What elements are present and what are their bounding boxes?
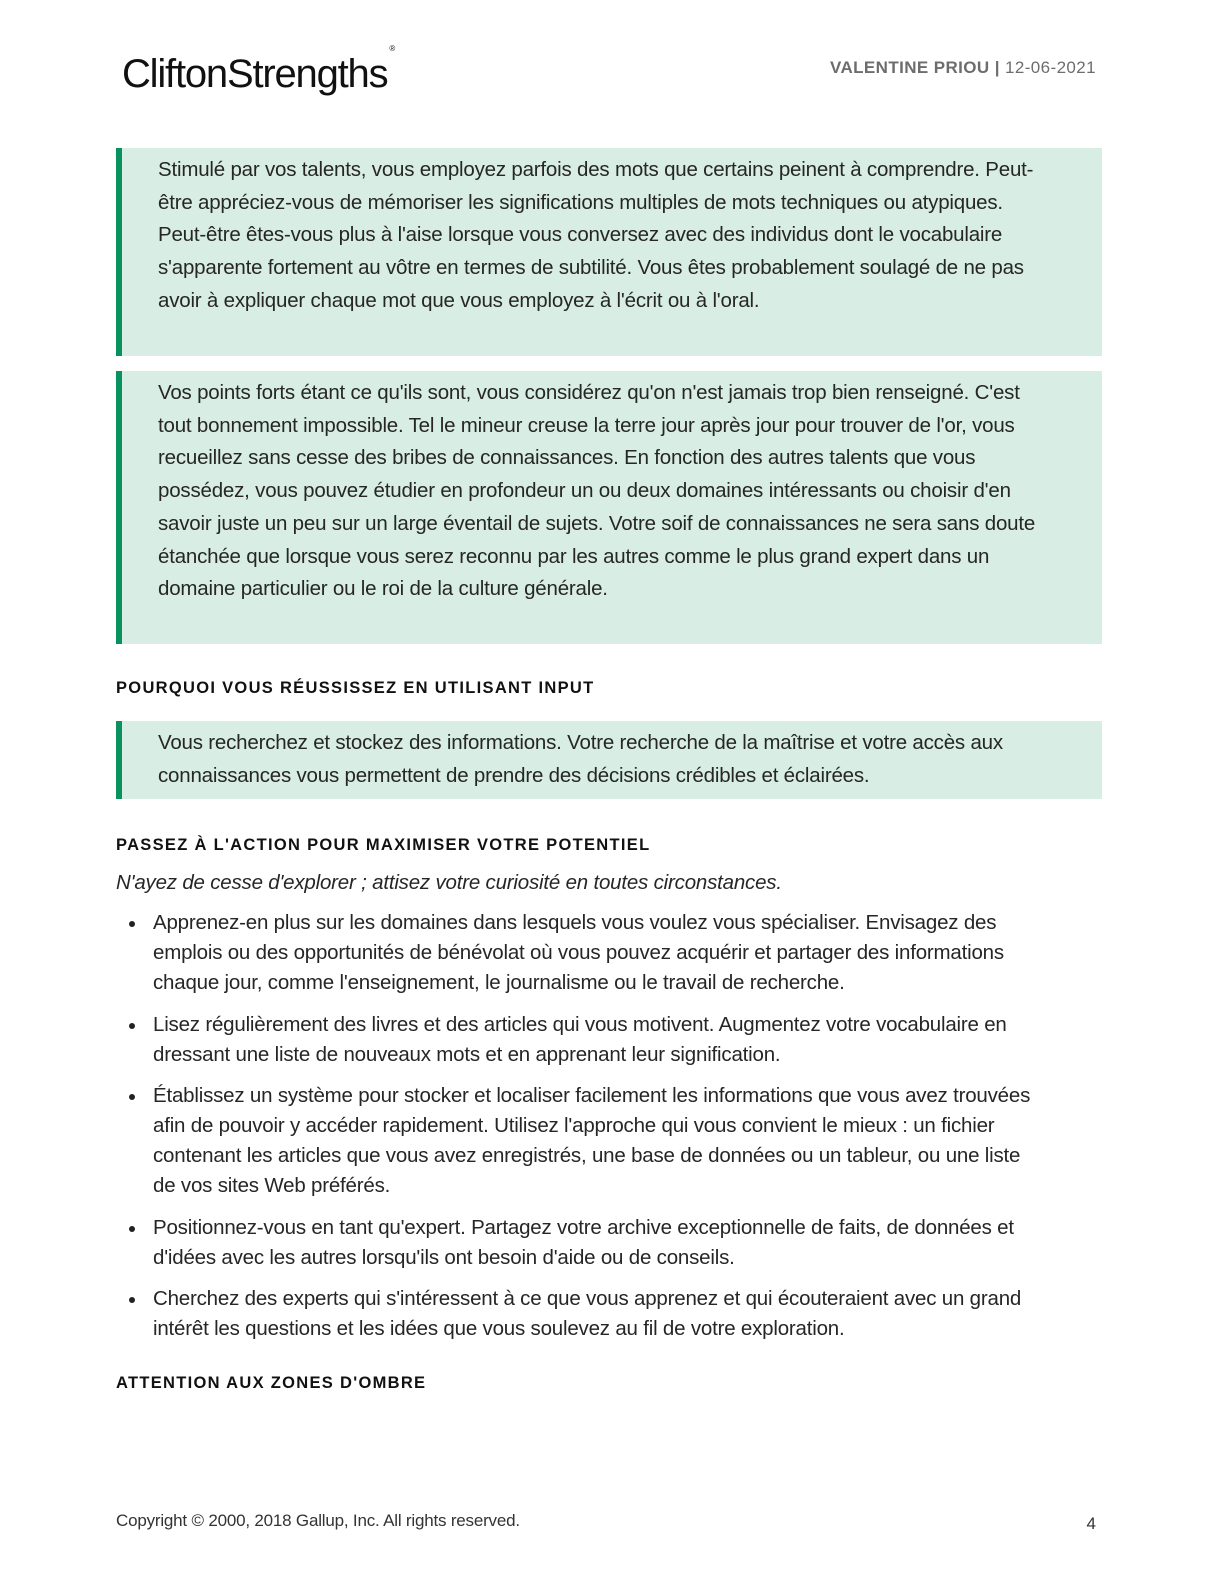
action-items-list xyxy=(116,908,1046,1356)
cliftonstrengths-logo xyxy=(122,43,395,97)
bullet-icon xyxy=(129,921,135,927)
list-item-text: Cherchez des experts qui s'intéressent à ce que vous apprenez et qui écouteraient avec un grand intérêt les questions et les idées que vous soulevez au fil de votre exploration. xyxy=(153,1287,1022,1340)
bullet-icon xyxy=(129,1226,135,1232)
list-item-text: Lisez régulièrement des livres et des articles qui vous motivent. Augmentez votre vocabulaire en dressant une liste de nouveaux mots et en apprenant leur signification. xyxy=(153,1012,1007,1066)
action-intro: N'ayez de cesse d'explorer ; attisez votre curiosité en toutes circonstances. xyxy=(116,871,782,894)
quote-text: Vous recherchez et stockez des informations. Votre recherche de la maîtrise et votre accès aux connaissances vous permettent de prendre des décisions crédibles et éclairées. xyxy=(158,731,1003,787)
bullet-icon xyxy=(129,1023,135,1029)
registered-mark: ® xyxy=(389,43,395,53)
quote-block-vocabulary xyxy=(116,148,1102,356)
list-item xyxy=(116,1213,1046,1273)
meta-separator: | xyxy=(994,58,1000,77)
user-name: VALENTINE PRIOU xyxy=(829,58,990,77)
bullet-icon xyxy=(129,1094,135,1100)
copyright-notice: Copyright © 2000, 2018 Gallup, Inc. All rights reserved. xyxy=(116,1511,520,1530)
list-item xyxy=(116,908,1046,998)
report-date: 12-06-2021 xyxy=(1005,58,1096,77)
quote-block-knowledge xyxy=(116,371,1102,644)
list-item-text: Apprenez-en plus sur les domaines dans lesquels vous voulez vous spécialiser. Envisagez des emplois ou des opportunités de bénévolat où vous pouvez acquérir et partager des informations chaque jour, comme l'enseignement, le journalisme ou le travail de recherche. xyxy=(153,911,1004,994)
section-title-why: POURQUOI VOUS RÉUSSISSEZ EN UTILISANT INPUT xyxy=(116,679,595,697)
bullet-icon xyxy=(129,1297,135,1303)
list-item xyxy=(116,1284,1046,1344)
section-title-blind-spots: ATTENTION AUX ZONES D'OMBRE xyxy=(116,1374,427,1392)
page-number: 4 xyxy=(1086,1514,1096,1533)
quote-text: Vos points forts étant ce qu'ils sont, vous considérez qu'on n'est jamais trop bien renseigné. C'est tout bonnement impossible. Tel le mineur creuse la terre jour après jour pour trouver de l'or, vous recueillez sans cesse des bribes de connaissances. En fonction des autres talents que vous possédez, vous pouvez étudier en profondeur un ou deux domaines intéressants ou choisir d'en savoir juste un peu sur un large éventail de sujets. Votre soif de connaissances ne sera sans doute étanchée que lorsque vous serez reconnu par les autres comme le plus grand expert dans un domaine particulier ou le roi de la culture générale. xyxy=(158,381,1036,601)
section-title-action: PASSEZ À L'ACTION POUR MAXIMISER VOTRE POTENTIEL xyxy=(116,836,651,854)
list-item xyxy=(116,1081,1046,1201)
list-item-text: Positionnez-vous en tant qu'expert. Partagez votre archive exceptionnelle de faits, de données et d'idées avec les autres lorsqu'ils ont besoin d'aide ou de conseils. xyxy=(153,1215,1014,1269)
report-meta xyxy=(830,58,1096,78)
quote-text: Stimulé par vos talents, vous employez parfois des mots que certains peinent à comprendre. Peut-être appréciez-vous de mémoriser les significations multiples de mots techniques ou atypiques. Peut-être êtes-vous plus à l'aise lorsque vous conversez avec des individus dont le vocabulaire s'apparente fortement au vôtre en termes de subtilité. Vous êtes probablement soulagé de ne pas avoir à expliquer chaque mot que vous employez à l'écrit ou à l'oral. xyxy=(158,158,1034,312)
list-item-text: Établissez un système pour stocker et localiser facilement les informations que vous avez trouvées afin de pouvoir y accéder rapidement. Utilisez l'approche qui vous convient le mieux : un fichier contenant les articles que vous avez enregistrés, une base de données ou un tableur, ou une liste de vos sites Web préférés. xyxy=(153,1084,1031,1197)
quote-block-why xyxy=(116,721,1102,799)
list-item xyxy=(116,1010,1046,1070)
logo-text: CliftonStrengths xyxy=(122,52,388,96)
